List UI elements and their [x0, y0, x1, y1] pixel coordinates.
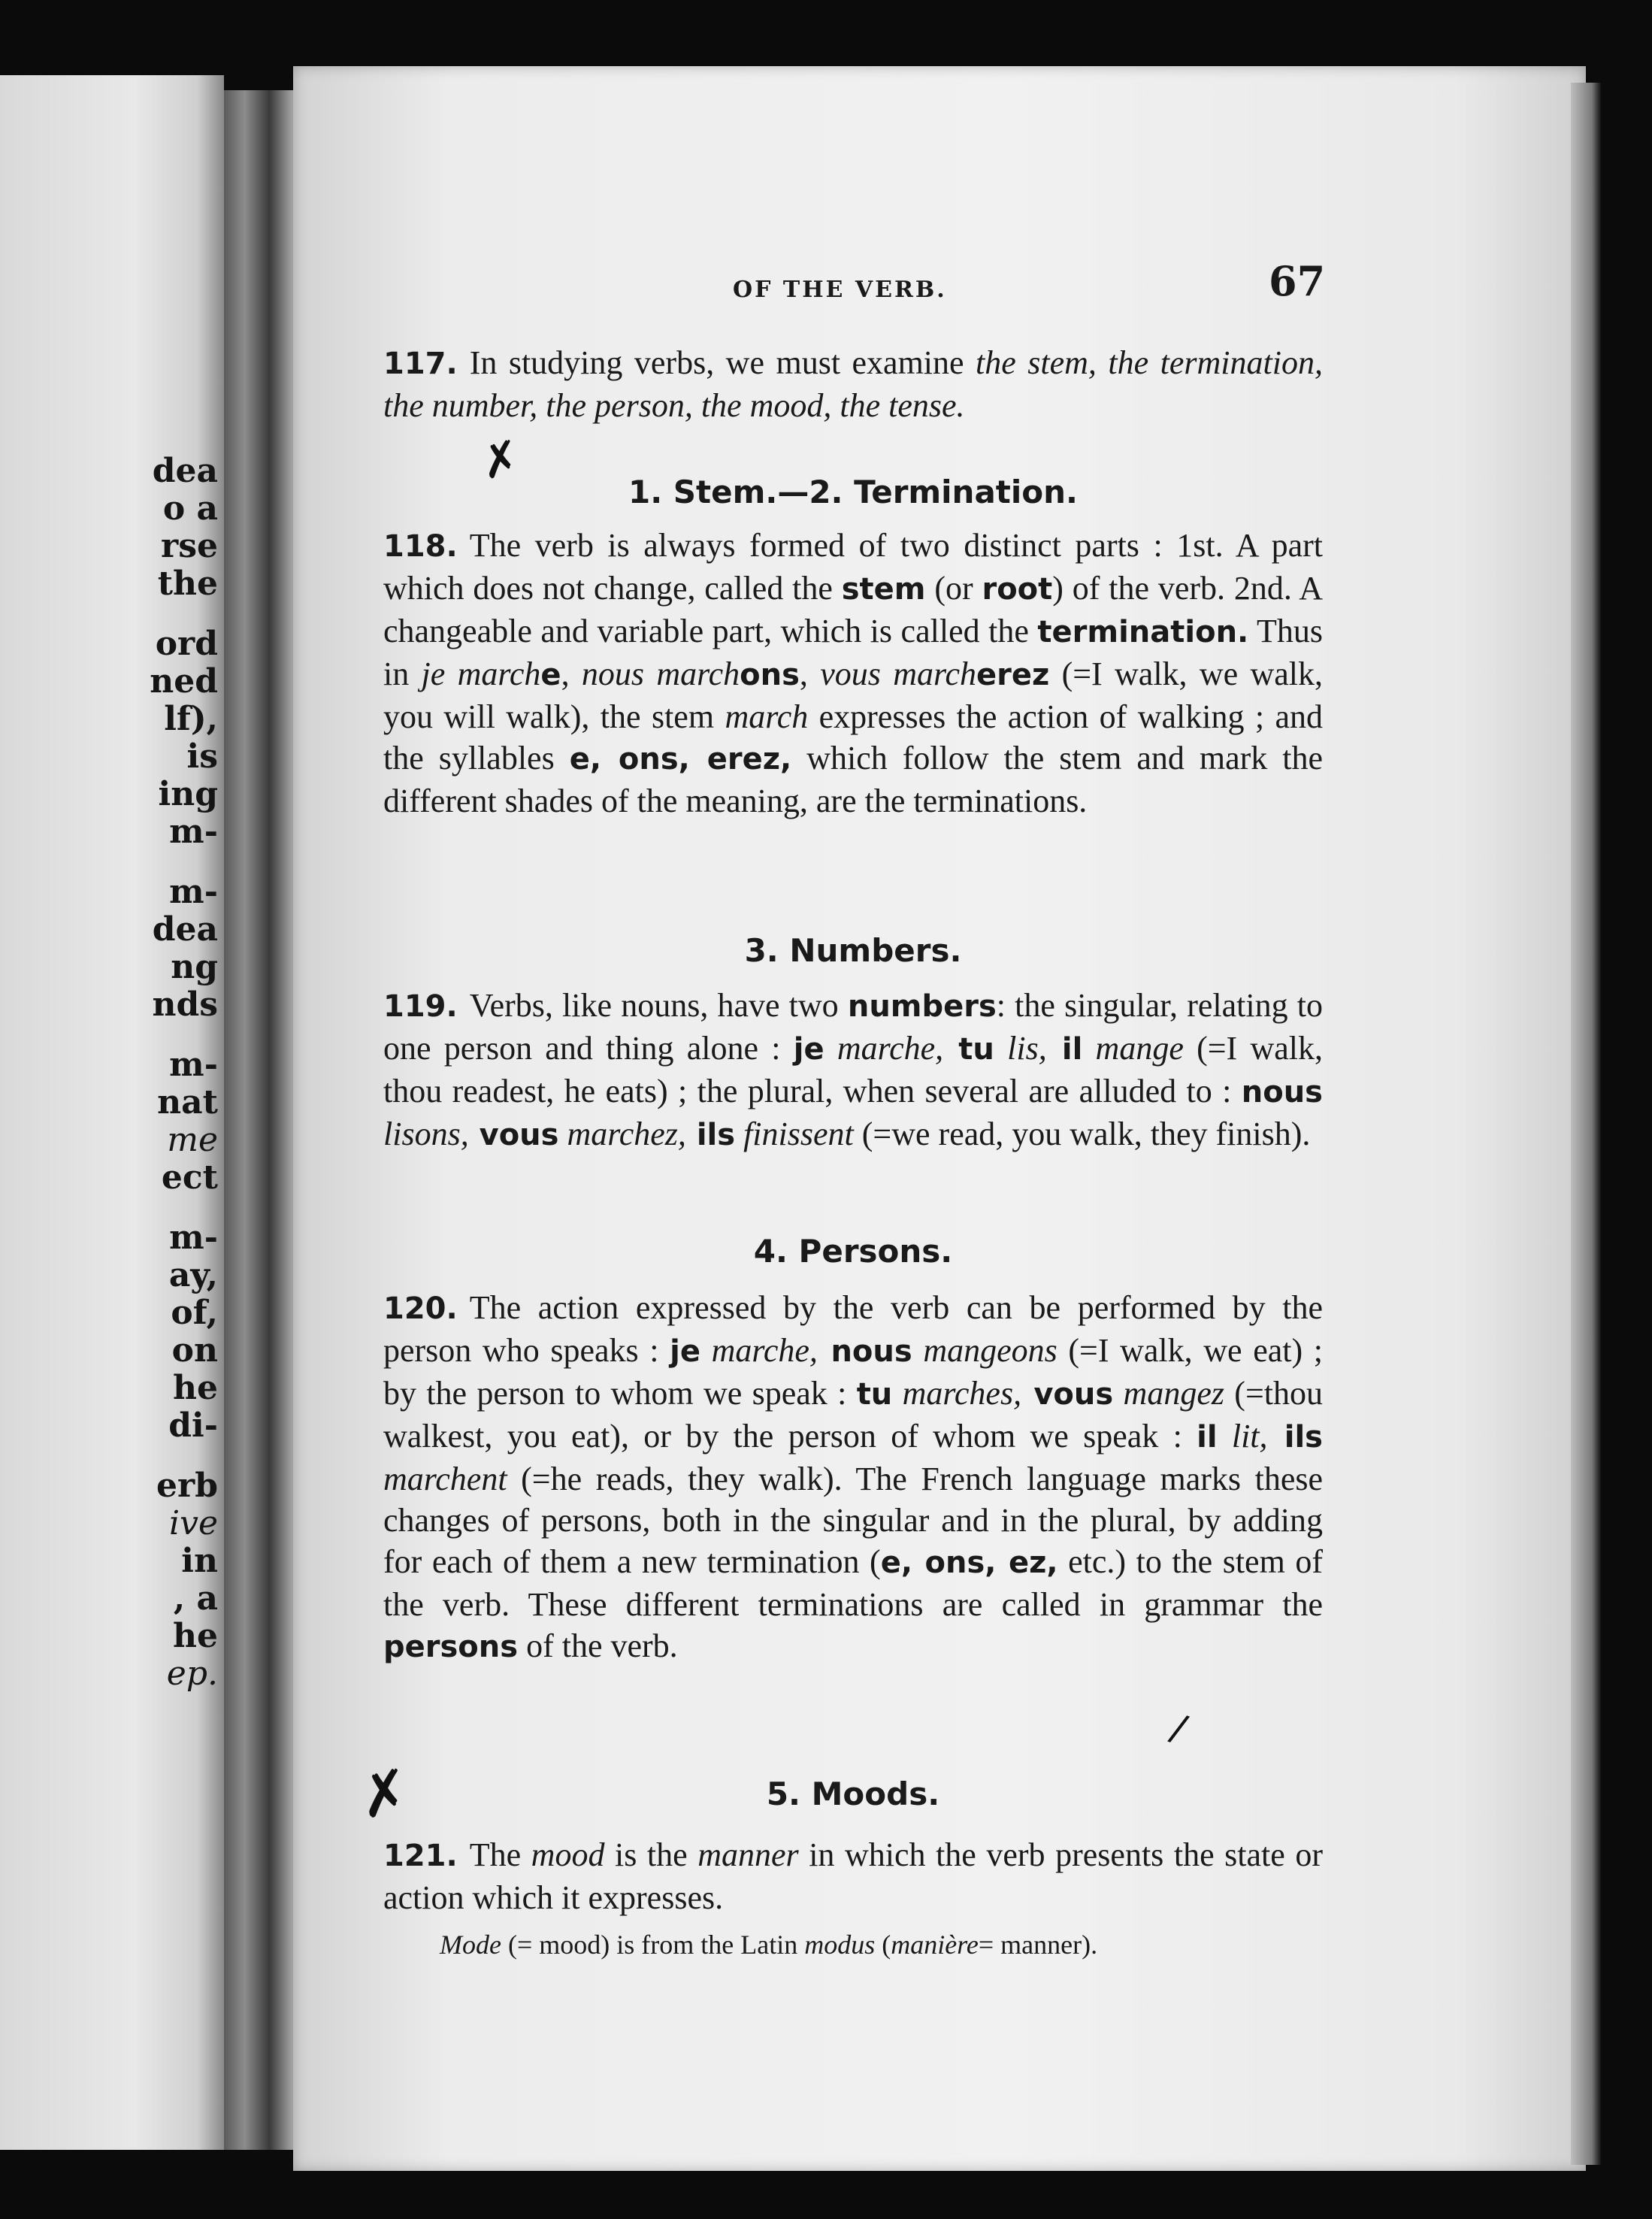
- left-page-fragment: ned: [150, 662, 218, 701]
- left-page-fragment: , a: [173, 1579, 218, 1618]
- pencil-tick-mark: /: [1165, 1705, 1193, 1751]
- left-facing-page: [0, 75, 224, 2150]
- left-page-fragment: ive: [169, 1504, 218, 1542]
- left-page-fragment: erb: [156, 1467, 218, 1505]
- left-page-fragment: of,: [171, 1294, 218, 1332]
- left-page-fragment: m-: [169, 813, 218, 851]
- page-number: 67: [1269, 257, 1326, 305]
- left-page-fragment: m-: [169, 1046, 218, 1084]
- left-page-fragment: nat: [157, 1083, 218, 1122]
- left-page-fragment: ord: [155, 625, 218, 663]
- section-heading: 4. Persons.: [753, 1233, 953, 1270]
- left-page-fragment: nds: [152, 985, 218, 1024]
- page-edge: [1571, 83, 1601, 2165]
- paragraph-number: 117.: [383, 347, 458, 381]
- section-heading: 1. Stem.—2. Termination.: [628, 474, 1078, 510]
- left-page-fragment: m-: [169, 1218, 218, 1257]
- paragraph-120: 120. The action expressed by the verb can be performed by the person who speaks : je marche, nous mangeons (=I walk, we eat) ; by the person to whom we speak : tu marches, vous mangez (=thou walkest, you eat), or by the person of whom we speak : il lit, ils marchent (=he reads, they walk). The French language marks these changes of persons, both in the singular and in the plural, by adding for each of them a new termination (e, ons, ez, etc.) to the stem of the verb. These different terminations are called in grammar the persons of the verb.: [383, 1289, 1324, 1664]
- section-heading: 5. Moods.: [766, 1776, 940, 1812]
- section-heading: 3. Numbers.: [744, 932, 962, 969]
- left-page-fragment: di-: [168, 1406, 218, 1445]
- left-page-fragment: on: [171, 1331, 218, 1370]
- left-page-fragment: the: [157, 565, 218, 603]
- left-page-fragment: dea: [152, 910, 218, 949]
- left-page-fragment: rse: [161, 527, 218, 565]
- left-page-fragment: ect: [161, 1158, 218, 1197]
- left-page-fragment: ng: [171, 948, 218, 986]
- paragraph-118: 118. The verb is always formed of two distinct parts : 1st. A part which does not change, called the stem (or root) of the verb. 2nd. A changeable and variable part, which is called the termination. Thus in je marche, nous marchons, vous marcherez (=I walk, we walk, you will walk), the stem march expresses the action of walking ; and the syllables e, ons, erez, which follow the stem and mark the different shades of the meaning, are the terminations.: [383, 527, 1324, 819]
- left-page-fragment: ep.: [166, 1654, 218, 1693]
- pencil-x-mark: ✗: [353, 1754, 416, 1833]
- left-page-fragment: ing: [158, 775, 218, 813]
- paragraph-117: 117. In studying verbs, we must examine the stem, the termination, the number, the person, the mood, the tense.: [383, 344, 1323, 424]
- left-page-fragment: is: [186, 737, 218, 776]
- left-page-fragment: he: [173, 1369, 218, 1407]
- left-page-fragment: o a: [162, 489, 218, 528]
- left-page-fragment: ay,: [168, 1256, 218, 1294]
- footnote: Mode (= mood) is from the Latin modus (manière= manner).: [440, 1930, 1098, 1960]
- paragraph-119: 119. Verbs, like nouns, have two numbers: the singular, relating to one person and thing alone : je marche, tu lis, il mange (=I walk, thou readest, he eats) ; the plural, when several are alluded to : nous lisons, vous marchez, ils finissent (=we read, you walk, they finish).: [383, 987, 1323, 1152]
- left-page-fragment: lf),: [164, 700, 218, 738]
- left-page-fragment: dea: [152, 452, 218, 490]
- pencil-x-mark: ✗: [475, 428, 525, 491]
- left-page-fragment: me: [167, 1121, 218, 1159]
- left-page-fragment: in: [181, 1542, 218, 1580]
- running-head: OF THE VERB.: [733, 277, 947, 303]
- left-page-fragment: m-: [169, 873, 218, 911]
- paragraph-121: 121. The mood is the manner in which the verb presents the state or action which it expresses.: [383, 1836, 1323, 1916]
- left-page-fragment: he: [173, 1617, 218, 1655]
